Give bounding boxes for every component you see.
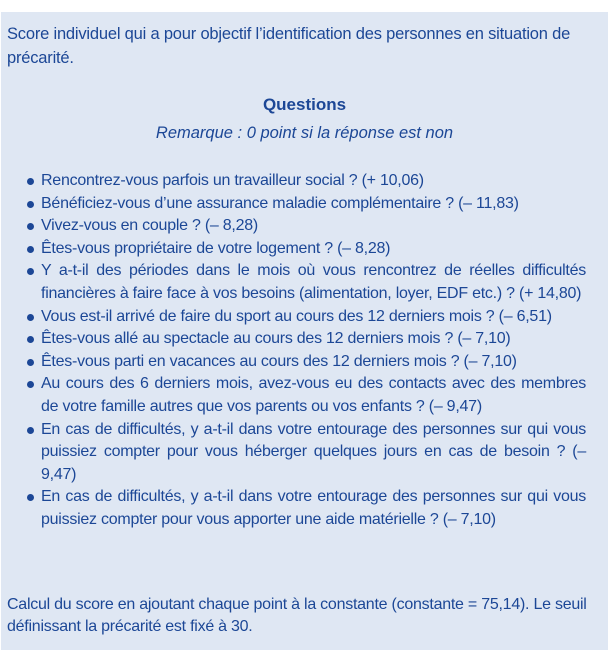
bullet-icon bbox=[27, 336, 34, 343]
question-text: Bénéficiez-vous d’une assurance maladie complémentaire ? (– 11,83) bbox=[41, 194, 519, 212]
bullet-icon bbox=[27, 178, 34, 185]
bullet-icon bbox=[27, 381, 34, 388]
question-text: En cas de difficultés, y a-t-il dans votre entourage des personnes sur qui vous puissiez compter pour vous apporter une aide matérielle ? (– 7,10) bbox=[41, 488, 586, 528]
question-item bbox=[1, 306, 608, 329]
bullet-icon bbox=[27, 314, 34, 321]
question-item bbox=[1, 351, 608, 374]
question-text: Êtes-vous parti en vacances au cours des 12 derniers mois ? (– 7,10) bbox=[41, 352, 517, 370]
question-item bbox=[1, 260, 608, 305]
questions-list bbox=[1, 170, 608, 532]
bullet-icon bbox=[27, 268, 34, 275]
question-item bbox=[1, 486, 608, 531]
score-panel bbox=[1, 12, 608, 650]
question-text: Vous est-il arrivé de faire du sport au cours des 12 derniers mois ? (– 6,51) bbox=[41, 307, 552, 325]
bullet-icon bbox=[27, 494, 34, 501]
calculation-text: Calcul du score en ajoutant chaque point à la constante (constante = 75,14). Le seuil définissant la précarité est fixé à 30. bbox=[7, 596, 587, 635]
bullet-icon bbox=[27, 223, 34, 230]
question-text: Au cours des 6 derniers mois, avez-vous eu des contacts avec des membres de votre famille autres que vos parents ou vos enfants ? (– 9,47) bbox=[41, 375, 586, 415]
questions-heading: Questions bbox=[262, 95, 347, 114]
bullet-icon bbox=[27, 427, 34, 434]
remark-text: Remarque : 0 point si la réponse est non bbox=[155, 124, 454, 142]
question-text: Êtes-vous allé au spectacle au cours des 12 derniers mois ? (– 7,10) bbox=[41, 330, 511, 348]
intro-text: Score individuel qui a pour objectif l’identification des personnes en situation de précarité. bbox=[7, 25, 571, 67]
question-item bbox=[1, 328, 608, 351]
question-text: En cas de difficultés, y a-t-il dans votre entourage des personnes sur qui vous puissiez compter pour vous héberger quelques jours en cas de besoin ? (– 9,47) bbox=[41, 420, 586, 483]
question-item bbox=[1, 215, 608, 238]
question-text: Vivez-vous en couple ? (– 8,28) bbox=[41, 217, 258, 235]
question-item bbox=[1, 373, 608, 418]
question-item bbox=[1, 193, 608, 216]
question-text: Y a-t-il des périodes dans le mois où vous rencontrez de réelles difficultés financières à faire face à vos besoins (alimentation, loyer, EDF etc.) ? (+ 14,80) bbox=[41, 262, 586, 302]
question-text: Rencontrez-vous parfois un travailleur social ? (+ 10,06) bbox=[41, 172, 424, 189]
bullet-icon bbox=[27, 246, 34, 253]
question-item bbox=[1, 238, 608, 261]
question-text: Êtes-vous propriétaire de votre logement ? (– 8,28) bbox=[41, 239, 391, 257]
bullet-icon bbox=[27, 201, 34, 208]
question-item bbox=[1, 419, 608, 487]
question-item bbox=[1, 170, 608, 193]
bullet-icon bbox=[27, 359, 34, 366]
